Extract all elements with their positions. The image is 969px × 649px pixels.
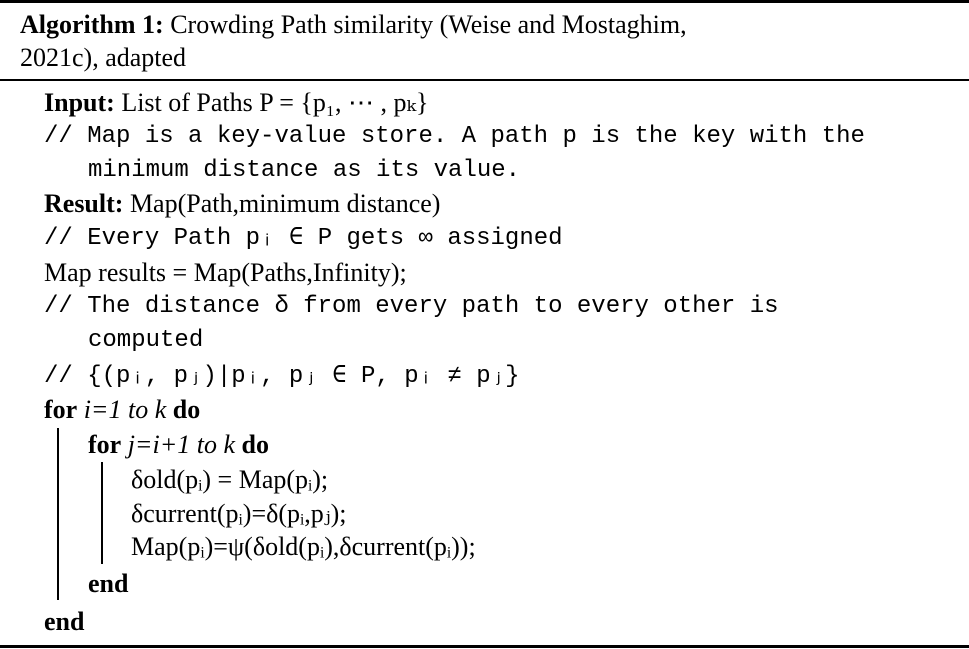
- statement-line: [131, 530, 476, 564]
- for-condition: j=i+1 to k: [127, 430, 236, 459]
- comment-text: // Map is a key-value store. A path p is the key with the: [44, 123, 865, 150]
- result-text: Map(Path,minimum distance): [129, 189, 441, 218]
- comment-line-cont: [88, 324, 203, 358]
- comment-line: [44, 360, 519, 394]
- input-text: List of Paths P = {p₁, ⋯ , pₖ}: [121, 88, 429, 117]
- comment-text: // The distance δ from every path to every other is: [44, 293, 779, 320]
- comment-text: minimum distance as its value.: [88, 157, 521, 184]
- caption-label: Algorithm 1:: [20, 10, 164, 39]
- statement-text: Map(pᵢ)=ψ(δold(pᵢ),δcurrent(pᵢ));: [131, 532, 476, 561]
- statement-line: [44, 256, 407, 290]
- outer-loop-bar: [57, 428, 59, 600]
- for-keyword: for: [44, 395, 78, 424]
- statement-text: δcurrent(pᵢ)=δ(pᵢ,pⱼ);: [131, 499, 347, 528]
- end-line-outer: [44, 605, 84, 639]
- for-line-outer: [44, 393, 200, 427]
- caption-rule: [0, 79, 969, 81]
- end-line-inner: [88, 567, 128, 601]
- do-keyword: do: [241, 430, 269, 459]
- comment-line-cont: [88, 154, 520, 188]
- for-condition: i=1 to k: [83, 395, 167, 424]
- comment-text: // Every Path pᵢ ∈ P gets ∞ assigned: [44, 225, 563, 252]
- result-keyword: Result:: [44, 189, 124, 218]
- comment-text: computed: [88, 327, 204, 354]
- statement-text: Map results = Map(Paths,Infinity);: [44, 258, 407, 287]
- statement-line: [131, 463, 328, 497]
- algorithm-caption: [20, 8, 687, 42]
- end-keyword: end: [44, 607, 85, 636]
- statement-text: δold(pᵢ) = Map(pᵢ);: [131, 465, 329, 494]
- result-line: [44, 187, 440, 221]
- inner-loop-bar: [101, 462, 103, 564]
- for-keyword: for: [88, 430, 122, 459]
- top-rule: [0, 0, 969, 3]
- caption-text-2: 2021c), adapted: [20, 43, 187, 72]
- comment-line: [44, 222, 563, 256]
- algorithm-caption-cont: [20, 41, 186, 75]
- caption-text-1: Crowding Path similarity (Weise and Mostaghim,: [170, 10, 687, 39]
- bottom-rule: [0, 645, 969, 648]
- input-line: [44, 86, 428, 120]
- for-line-inner: [88, 428, 269, 462]
- comment-line: [44, 290, 779, 324]
- comment-line: [44, 120, 865, 154]
- comment-text: // {(pᵢ, pⱼ)|pᵢ, pⱼ ∈ P, pᵢ ≠ pⱼ}: [44, 363, 520, 390]
- statement-line: [131, 497, 347, 531]
- end-keyword: end: [88, 569, 129, 598]
- input-keyword: Input:: [44, 88, 115, 117]
- do-keyword: do: [172, 395, 201, 424]
